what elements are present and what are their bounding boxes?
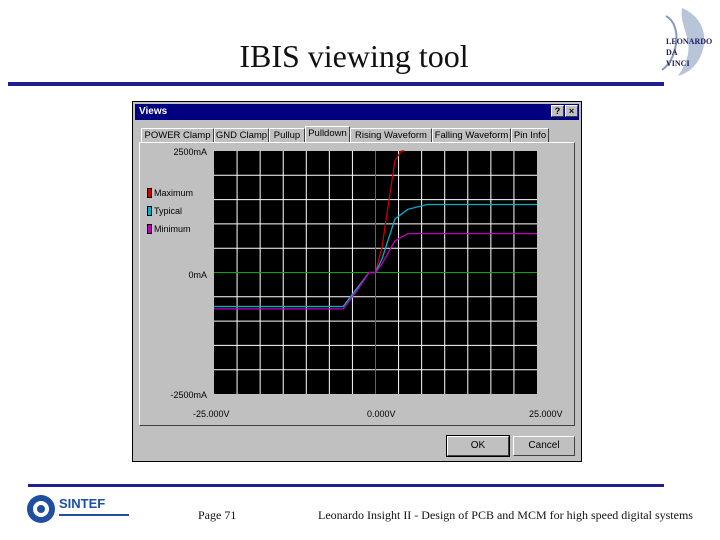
slide-title: IBIS viewing tool bbox=[239, 38, 469, 74]
x-tick-label: 0.000V bbox=[367, 409, 396, 419]
sintef-wordmark: SINTEF bbox=[59, 496, 106, 511]
help-button[interactable]: ? bbox=[551, 105, 564, 117]
logo-text: VINCI bbox=[666, 59, 690, 68]
y-tick-label: -2500mA bbox=[170, 390, 207, 400]
legend-label: Typical bbox=[154, 206, 183, 216]
tab-rising-waveform[interactable]: Rising Waveform bbox=[350, 128, 432, 143]
pulldown-iv-plot bbox=[133, 102, 581, 461]
page-number: Page 71 bbox=[198, 508, 237, 522]
ok-button[interactable]: OK bbox=[447, 436, 509, 456]
legend-label: Minimum bbox=[154, 224, 191, 234]
y-tick-label: 2500mA bbox=[173, 147, 207, 157]
tab-pin-info[interactable]: Pin Info bbox=[511, 128, 549, 143]
sintef-logo bbox=[26, 492, 136, 526]
logo-text: LEONARDO bbox=[666, 37, 713, 46]
header-divider bbox=[8, 82, 664, 86]
footer-divider bbox=[28, 484, 664, 487]
logo-text: DA bbox=[666, 48, 678, 57]
tab-falling-waveform[interactable]: Falling Waveform bbox=[432, 128, 511, 143]
x-tick-label: -25.000V bbox=[193, 409, 230, 419]
close-button[interactable]: × bbox=[565, 105, 578, 117]
tab-pullup[interactable]: Pullup bbox=[269, 128, 305, 143]
x-tick-label: 25.000V bbox=[529, 409, 563, 419]
tab-gnd-clamp[interactable]: GND Clamp bbox=[215, 130, 268, 141]
cancel-button[interactable]: Cancel bbox=[513, 436, 575, 456]
tab-power-clamp[interactable]: POWER Clamp bbox=[141, 128, 214, 143]
y-tick-label: 0mA bbox=[188, 270, 207, 280]
leonardo-da-vinci-logo bbox=[652, 4, 714, 80]
footer-caption: Leonardo Insight II - Design of PCB and MCM for high speed digital systems bbox=[318, 508, 693, 522]
legend-label: Maximum bbox=[154, 188, 194, 198]
dialog-title: Views bbox=[139, 106, 168, 117]
views-dialog bbox=[132, 101, 582, 462]
tab-pulldown[interactable]: Pulldown bbox=[305, 126, 350, 143]
